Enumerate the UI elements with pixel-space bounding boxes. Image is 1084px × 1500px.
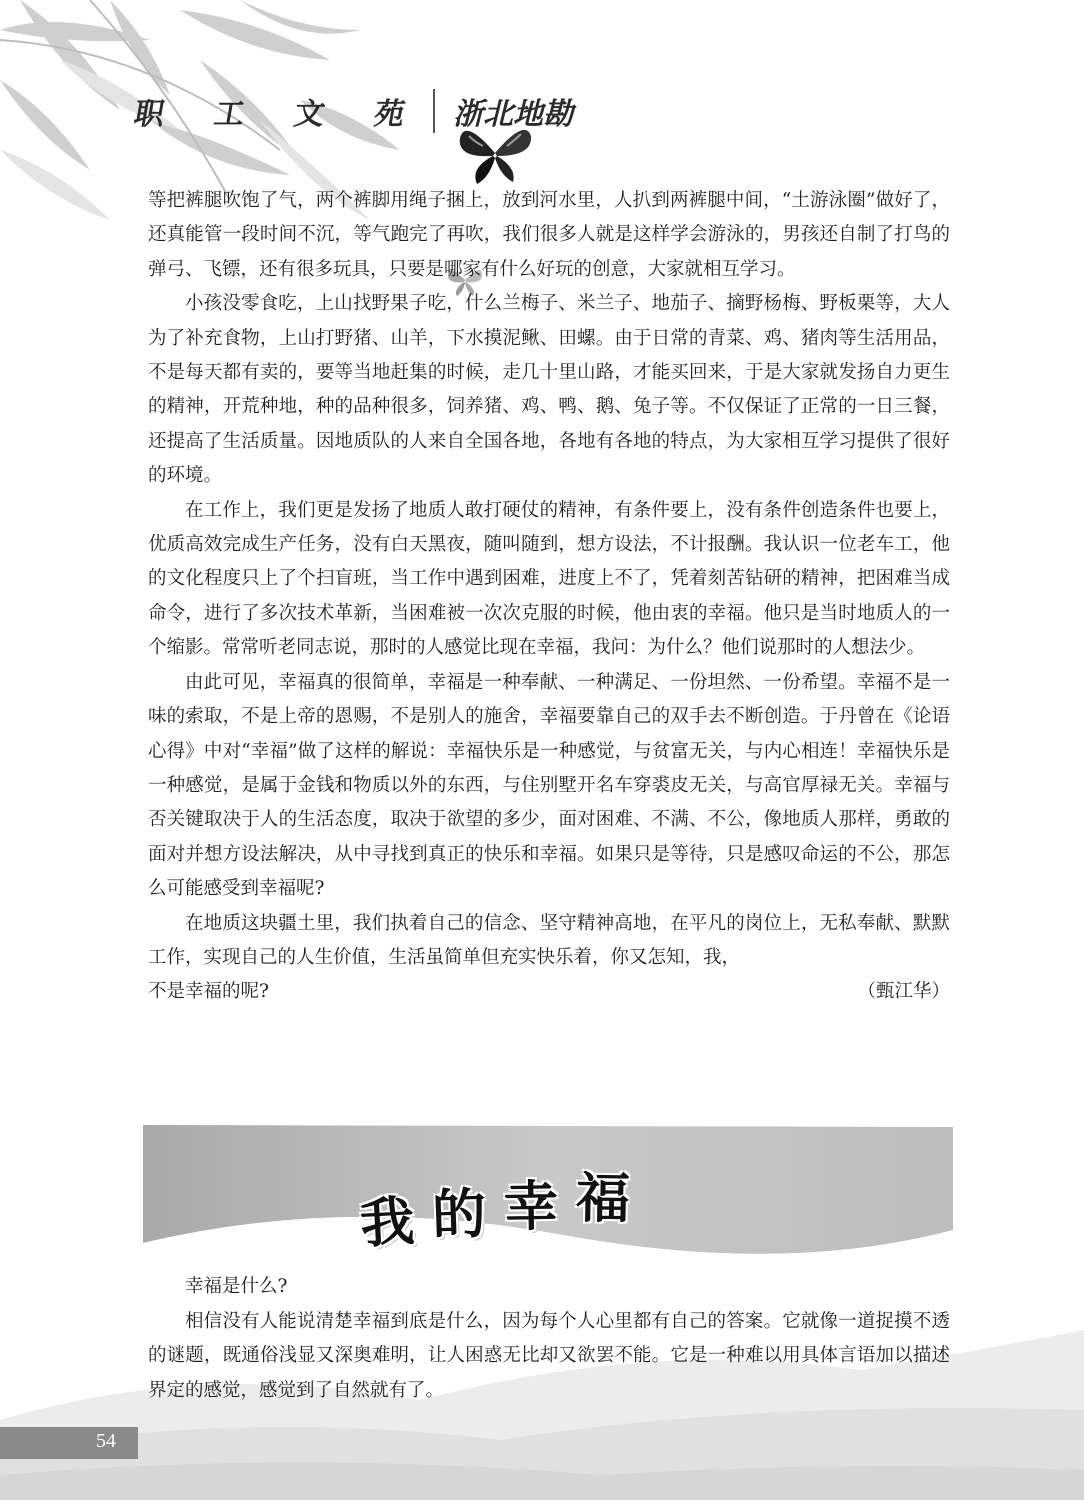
signoff-line	[148, 975, 950, 1009]
article-closing-paragraph: 在地质这块疆土里，我们执着自己的信念、坚守精神高地，在平凡的岗位上，无私奉献、默默工作，实现自己的人生价值，生活虽简单但充实快乐着，你又怎知，我，	[148, 912, 950, 968]
title-char: 我	[358, 1189, 416, 1256]
column-char: 工	[211, 97, 248, 132]
section-body	[148, 1270, 950, 1408]
author-name: （甄江华）	[857, 981, 950, 1003]
article-paragraph: 等把裤腿吹饱了气，两个裤脚用绳子捆上，放到河水里，人扒到两裤腿中间，“土游泳圈”做好了，还真能管一段时间不沉，等气跑完了再吹，我们很多人就是这样学会游泳的，男孩还自制了打鸟的弹弓、飞镖，还有很多玩具，只要是哪家有什么好玩的创意，大家就相互学习。	[148, 190, 950, 280]
title-char: 幸	[503, 1174, 559, 1239]
article-paragraph: 在工作上，我们更是发扬了地质人敢打硬仗的精神，有条件要上，没有条件创造条件也要上，优质高效完成生产任务，没有白天黑夜，随叫随到，想方设法，不计报酬。我认识一位老车工，他的文化程度只上了个扫盲班，当工作中遇到困难，进度上不了，凭着刻苦钻研的精神，把困难当成命令，进行了多次技术革新，当困难被一次次克服的时候，他由衷的幸福。他只是当时地质人的一个缩影。常常听老同志说，那时的人感觉比现在幸福，我问：为什么？他们说那时的人想法少。	[148, 499, 950, 659]
column-char: 职	[131, 97, 168, 132]
article-paragraph: 由此可见，幸福真的很简单，幸福是一种奉献、一种满足、一份坦然、一份希望。幸福不是一味的索取，不是上帝的恩赐，不是别人的施舍，幸福要靠自己的双手去不断创造。于丹曾在《论语心得》中对“幸福”做了这样的解说：幸福快乐是一种感觉，与贫富无关，与内心相连！幸福快乐是一种感觉，是属于金钱和物质以外的东西，与住别墅开名车穿裘皮无关，与高官厚禄无关。幸福与否关键取决于人的生活态度，取决于欲望的多少，面对困难、不满、不公，像地质人那样，勇敢的面对并想方设法解决，从中寻找到真正的快乐和幸福。如果只是等待，只是感叹命运的不公，那怎么可能感受到幸福呢?	[148, 671, 950, 900]
page-number: 54	[96, 1430, 116, 1452]
article-body	[148, 184, 950, 1010]
page-number-box	[0, 1427, 138, 1459]
butterfly-icon	[455, 118, 535, 188]
section-paragraph: 相信没有人能说清楚幸福到底是什么，因为每个人心里都有自己的答案。它就像一道捉摸不透的谜题，既通俗浅显又深奥难明，让人困惑无比却又欲罢不能。它是一种难以用具体言语加以描述界定的感觉，感觉到了自然就有了。	[148, 1310, 950, 1401]
column-char: 文	[291, 97, 328, 132]
column-char: 苑	[371, 97, 408, 132]
column-title: 浙北地勘	[453, 97, 573, 132]
header-divider	[433, 89, 435, 133]
article-paragraph: 小孩没零食吃，上山找野果子吃，什么兰梅子、米兰子、地茄子、摘野杨梅、野板栗等，大人为了补充食物，上山打野猪、山羊，下水摸泥鳅、田螺。由于日常的青菜、鸡、猪肉等生活用品，不是每天都有卖的，要等当地赶集的时候，走几十里山路，才能买回来，于是大家就发扬自力更生的精神，开荒种地，种的品种很多，饲养猪、鸡、鸭、鹅、兔子等。不仅保证了正常的一日三餐，还提高了生活质量。因地质队的人来自全国各地，各地有各地的特点，为大家相互学习提供了很好的环境。	[148, 293, 950, 487]
title-char: 的	[431, 1182, 488, 1247]
column-name	[131, 89, 408, 133]
section-paragraph: 幸福是什么?	[185, 1276, 288, 1297]
closing-last-line: 不是幸福的呢?	[148, 981, 269, 1003]
section-title	[358, 1166, 740, 1256]
title-char: 福	[575, 1166, 631, 1231]
